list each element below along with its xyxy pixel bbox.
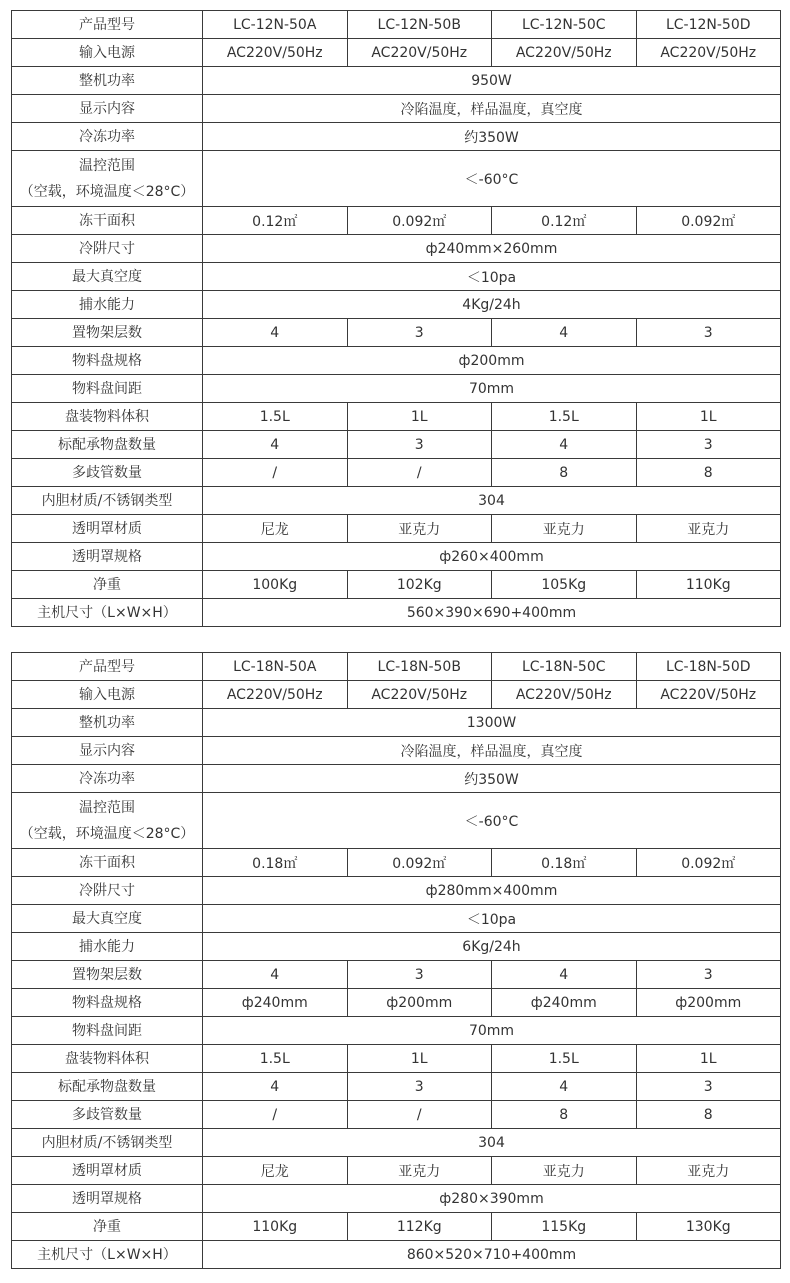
row-label: [12, 151, 203, 207]
spec-value: 0.18㎡: [203, 849, 348, 877]
spec-value: 亚克力: [347, 515, 492, 543]
spec-value-merged: ф260×400mm: [203, 543, 781, 571]
table-row: [12, 1017, 781, 1045]
spec-value: LC-12N-50A: [203, 11, 348, 39]
table-row: [12, 1213, 781, 1241]
row-label: [12, 235, 203, 263]
table-row: [12, 1101, 781, 1129]
spec-value-merged: 70mm: [203, 1017, 781, 1045]
spec-value: AC220V/50Hz: [636, 681, 781, 709]
spec-value: /: [203, 459, 348, 487]
table-row: [12, 877, 781, 905]
row-label: [12, 905, 203, 933]
row-label-text: 显示内容: [79, 100, 135, 117]
row-label-text: 透明罩材质: [72, 520, 142, 537]
row-label-text: 冻干面积: [79, 212, 135, 229]
row-label-text: 置物架层数: [72, 324, 142, 341]
spec-value: 1.5L: [492, 403, 637, 431]
spec-value: AC220V/50Hz: [203, 39, 348, 67]
spec-value: 亚克力: [492, 1157, 637, 1185]
table-row: [12, 67, 781, 95]
spec-value-merged: 冷陷温度，样品温度，真空度: [203, 737, 781, 765]
row-label: [12, 737, 203, 765]
table-row: [12, 1129, 781, 1157]
spec-value: 3: [636, 431, 781, 459]
spec-value: ф200mm: [636, 989, 781, 1017]
table-row: [12, 933, 781, 961]
row-label-text: 标配承物盘数量: [58, 436, 156, 453]
table-row: [12, 1073, 781, 1101]
spec-value-merged: 4Kg/24h: [203, 291, 781, 319]
spec-value: 130Kg: [636, 1213, 781, 1241]
table-row: [12, 765, 781, 793]
row-label: [12, 1185, 203, 1213]
spec-value: AC220V/50Hz: [347, 681, 492, 709]
row-label-text: 净重: [93, 1218, 121, 1235]
spec-value: 3: [636, 1073, 781, 1101]
spec-value: 112Kg: [347, 1213, 492, 1241]
spec-value: 4: [492, 319, 637, 347]
spec-value: 0.12㎡: [492, 207, 637, 235]
row-label-text: 物料盘间距: [72, 1022, 142, 1039]
row-label-text: 输入电源: [79, 44, 135, 61]
table-row: [12, 515, 781, 543]
row-label: [12, 1017, 203, 1045]
spec-value: /: [203, 1101, 348, 1129]
row-label-text: 透明罩规格: [72, 1190, 142, 1207]
spec-value: 8: [492, 1101, 637, 1129]
table-row: [12, 543, 781, 571]
spec-value: LC-18N-50A: [203, 653, 348, 681]
table-row: [12, 653, 781, 681]
spec-value-merged: 560×390×690+400mm: [203, 599, 781, 627]
spec-value: LC-18N-50C: [492, 653, 637, 681]
row-label: [12, 1157, 203, 1185]
row-label: [12, 123, 203, 151]
row-label-text: 多歧管数量: [72, 464, 142, 481]
row-label: [12, 1213, 203, 1241]
table-row: [12, 403, 781, 431]
spec-value: 0.092㎡: [347, 849, 492, 877]
spec-value: 105Kg: [492, 571, 637, 599]
spec-value: 3: [347, 1073, 492, 1101]
row-label-text: 物料盘规格: [72, 994, 142, 1011]
row-label-text: 置物架层数: [72, 966, 142, 983]
row-label: [12, 709, 203, 737]
spec-value: 3: [636, 961, 781, 989]
spec-value: /: [347, 1101, 492, 1129]
table-row: [12, 1241, 781, 1269]
table-row: [12, 291, 781, 319]
spec-value: 102Kg: [347, 571, 492, 599]
row-label-subtext: （空载，环境温度＜28°C）: [19, 825, 195, 842]
spec-value: 3: [636, 319, 781, 347]
spec-value: 亚克力: [347, 1157, 492, 1185]
row-label: [12, 319, 203, 347]
row-label: [12, 39, 203, 67]
spec-value: 0.092㎡: [636, 849, 781, 877]
spec-value-merged: ф240mm×260mm: [203, 235, 781, 263]
spec-value: 4: [492, 1073, 637, 1101]
table-row: [12, 459, 781, 487]
spec-value: ф240mm: [203, 989, 348, 1017]
spec-value: 3: [347, 319, 492, 347]
row-label: [12, 793, 203, 849]
row-label-text: 物料盘间距: [72, 380, 142, 397]
spec-value-merged: 304: [203, 1129, 781, 1157]
spec-value: 1L: [636, 1045, 781, 1073]
spec-value: 亚克力: [636, 515, 781, 543]
table-row: [12, 681, 781, 709]
table-row: [12, 905, 781, 933]
row-label-text: 净重: [93, 576, 121, 593]
row-label-text: 内胆材质/不锈钢类型: [41, 1134, 173, 1151]
table-row: [12, 989, 781, 1017]
row-label-text: 透明罩材质: [72, 1162, 142, 1179]
spec-value: ф240mm: [492, 989, 637, 1017]
table-row: [12, 737, 781, 765]
table-row: [12, 235, 781, 263]
spec-value: 1L: [636, 403, 781, 431]
table-row: [12, 793, 781, 849]
row-label: [12, 263, 203, 291]
spec-value: 亚克力: [636, 1157, 781, 1185]
row-label-subtext: （空载，环境温度＜28°C）: [19, 183, 195, 200]
row-label: [12, 571, 203, 599]
row-label: [12, 207, 203, 235]
row-label-text: 温控范围: [79, 799, 135, 816]
spec-value: 0.092㎡: [636, 207, 781, 235]
row-label-text: 最大真空度: [72, 910, 142, 927]
table-row: [12, 207, 781, 235]
table-row: [12, 431, 781, 459]
row-label-text: 显示内容: [79, 742, 135, 759]
row-label-text: 输入电源: [79, 686, 135, 703]
table-row: [12, 347, 781, 375]
row-label: [12, 515, 203, 543]
table-row: [12, 571, 781, 599]
spec-value: 4: [203, 431, 348, 459]
spec-value: AC220V/50Hz: [203, 681, 348, 709]
spec-value: 尼龙: [203, 515, 348, 543]
table-row: [12, 961, 781, 989]
row-label: [12, 403, 203, 431]
table-row: [12, 1157, 781, 1185]
row-label: [12, 877, 203, 905]
spec-value: 4: [492, 431, 637, 459]
spec-value: AC220V/50Hz: [492, 39, 637, 67]
table-row: [12, 263, 781, 291]
row-label: [12, 1101, 203, 1129]
spec-table-lc-12n: [11, 10, 781, 627]
row-label: [12, 1241, 203, 1269]
spec-value: 8: [636, 459, 781, 487]
spec-value: 1L: [347, 403, 492, 431]
row-label-text: 整机功率: [79, 714, 135, 731]
spec-value: 1.5L: [203, 403, 348, 431]
row-label-text: 整机功率: [79, 72, 135, 89]
row-label: [12, 653, 203, 681]
table-row: [12, 487, 781, 515]
spec-value: 110Kg: [636, 571, 781, 599]
spec-value: 4: [203, 1073, 348, 1101]
row-label-text: 捕水能力: [79, 296, 135, 313]
row-label-text: 多歧管数量: [72, 1106, 142, 1123]
row-label-text: 产品型号: [79, 16, 135, 33]
spec-value-merged: 1300W: [203, 709, 781, 737]
row-label: [12, 375, 203, 403]
spec-value: 115Kg: [492, 1213, 637, 1241]
spec-value: AC220V/50Hz: [347, 39, 492, 67]
row-label-text: 透明罩规格: [72, 548, 142, 565]
row-label: [12, 765, 203, 793]
row-label: [12, 487, 203, 515]
spec-value-merged: 约350W: [203, 123, 781, 151]
spec-value: 尼龙: [203, 1157, 348, 1185]
table-row: [12, 123, 781, 151]
row-label-text: 内胆材质/不锈钢类型: [41, 492, 173, 509]
row-label-text: 盘装物料体积: [65, 408, 149, 425]
spec-value-merged: 860×520×710+400mm: [203, 1241, 781, 1269]
spec-value-merged: ＜-60°C: [203, 151, 781, 207]
row-label-text: 冷阱尺寸: [79, 882, 135, 899]
spec-value-merged: ф280mm×400mm: [203, 877, 781, 905]
row-label-text: 主机尺寸（L×W×H）: [37, 604, 177, 621]
spec-value-merged: ф280×390mm: [203, 1185, 781, 1213]
row-label: [12, 291, 203, 319]
spec-value: ф200mm: [347, 989, 492, 1017]
spec-value: 3: [347, 431, 492, 459]
spec-value-merged: ф200mm: [203, 347, 781, 375]
row-label: [12, 431, 203, 459]
row-label: [12, 681, 203, 709]
row-label: [12, 459, 203, 487]
spec-value: AC220V/50Hz: [492, 681, 637, 709]
spec-value: 1.5L: [492, 1045, 637, 1073]
spec-value: 4: [203, 319, 348, 347]
table-row: [12, 11, 781, 39]
row-label: [12, 1045, 203, 1073]
row-label-text: 盘装物料体积: [65, 1050, 149, 1067]
spec-value: 0.18㎡: [492, 849, 637, 877]
spec-value: 8: [636, 1101, 781, 1129]
spec-value: /: [347, 459, 492, 487]
row-label: [12, 67, 203, 95]
row-label: [12, 95, 203, 123]
table-row: [12, 95, 781, 123]
table-row: [12, 599, 781, 627]
table-row: [12, 1185, 781, 1213]
row-label: [12, 933, 203, 961]
spec-value: 0.092㎡: [347, 207, 492, 235]
table-row: [12, 319, 781, 347]
spec-value-merged: ＜10pa: [203, 905, 781, 933]
spec-value: 亚克力: [492, 515, 637, 543]
spec-value: LC-12N-50D: [636, 11, 781, 39]
row-label-text: 物料盘规格: [72, 352, 142, 369]
spec-value: 3: [347, 961, 492, 989]
row-label-text: 冷冻功率: [79, 770, 135, 787]
row-label-text: 冷冻功率: [79, 128, 135, 145]
spec-value: 110Kg: [203, 1213, 348, 1241]
spec-value-merged: 304: [203, 487, 781, 515]
row-label-text: 产品型号: [79, 658, 135, 675]
spec-value: 8: [492, 459, 637, 487]
spec-value-merged: 冷陷温度，样品温度，真空度: [203, 95, 781, 123]
spec-value: 4: [203, 961, 348, 989]
row-label: [12, 599, 203, 627]
spec-value-merged: ＜-60°C: [203, 793, 781, 849]
row-label: [12, 849, 203, 877]
table-row: [12, 849, 781, 877]
spec-value: 0.12㎡: [203, 207, 348, 235]
spec-value: AC220V/50Hz: [636, 39, 781, 67]
row-label: [12, 1073, 203, 1101]
table-row: [12, 39, 781, 67]
spec-value: 100Kg: [203, 571, 348, 599]
spec-value: LC-12N-50B: [347, 11, 492, 39]
spec-value: 4: [492, 961, 637, 989]
spec-value-merged: ＜10pa: [203, 263, 781, 291]
row-label: [12, 11, 203, 39]
row-label: [12, 1129, 203, 1157]
spec-value: 1.5L: [203, 1045, 348, 1073]
row-label: [12, 347, 203, 375]
row-label: [12, 989, 203, 1017]
row-label-text: 标配承物盘数量: [58, 1078, 156, 1095]
row-label-text: 冷阱尺寸: [79, 240, 135, 257]
row-label-text: 冻干面积: [79, 854, 135, 871]
row-label-text: 最大真空度: [72, 268, 142, 285]
spec-value-merged: 6Kg/24h: [203, 933, 781, 961]
spec-value: LC-18N-50B: [347, 653, 492, 681]
table-row: [12, 151, 781, 207]
row-label-text: 捕水能力: [79, 938, 135, 955]
spec-value-merged: 约350W: [203, 765, 781, 793]
table-row: [12, 709, 781, 737]
row-label: [12, 961, 203, 989]
table-row: [12, 375, 781, 403]
table-row: [12, 1045, 781, 1073]
row-label: [12, 543, 203, 571]
spec-value: 1L: [347, 1045, 492, 1073]
spec-value: LC-18N-50D: [636, 653, 781, 681]
spec-table-lc-18n: [11, 652, 781, 1269]
row-label-text: 温控范围: [79, 157, 135, 174]
spec-value-merged: 950W: [203, 67, 781, 95]
spec-value: LC-12N-50C: [492, 11, 637, 39]
row-label-text: 主机尺寸（L×W×H）: [37, 1246, 177, 1263]
spec-value-merged: 70mm: [203, 375, 781, 403]
